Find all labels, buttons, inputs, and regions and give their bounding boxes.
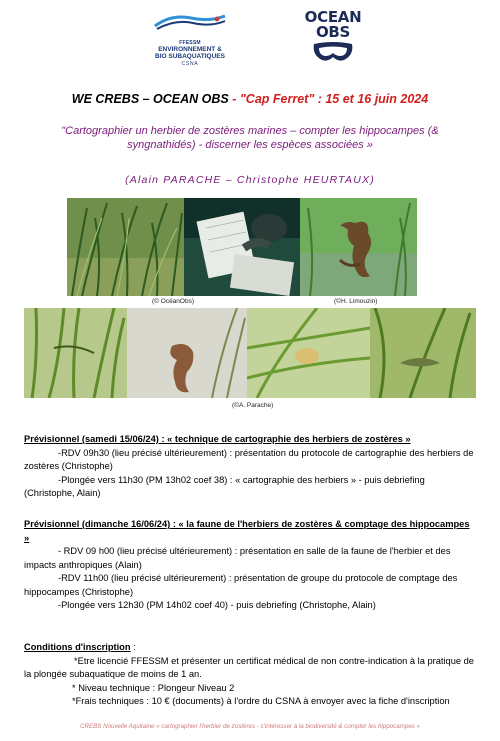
sunday-heading: Prévisionnel (dimanche 16/06/24) : « la faune de l'herbiers de zostères & comptage des hippocampes » [24,519,470,543]
section-saturday [24,433,476,501]
page-subtitle: "Cartographier un herbier de zostères marines – compter les hippocampes (& syngnathidés) - discerner les espèces associées » [61,125,439,151]
ffessm-wave-icon [151,12,229,34]
section-sunday [24,518,476,613]
conditions-item-1: *Etre licencié FFESSM et présenter un certificat médical de non contre-indication à la pratique de la plongée subaquatique de moins de 1 an. [24,655,474,679]
saturday-item-2: -Plongée vers 11h30 (PM 13h02 coef 38) : « cartographie des herbiers » - puis debriefing (Christophe, Alain) [24,474,425,498]
oceanobs-logo [298,10,368,63]
sunday-item-1: - RDV 09 h00 (lieu précisé ultérieurement) : présentation en salle de la faune de l'herbier et des impacts anthropiques (Alain) [24,546,451,570]
photo-grass-fish [370,308,476,398]
photo-credit-parache: (©A. Parache) [232,402,274,409]
ffessm-line2: BIO SUBAQUATIQUES [155,53,225,60]
section-conditions [24,641,476,709]
ffessm-line1: ENVIRONNEMENT & [158,46,222,53]
sunday-item-2: -RDV 11h00 (lieu précisé ultérieurement) : présentation de groupe du protocole de comptage des hippocampes (Christophe) [24,573,458,597]
saturday-item-1: -RDV 09h30 (lieu précisé ultérieurement) : présentation du protocole de cartographie des herbiers de zostères (Christophe) [24,447,474,471]
photo-seahorse-sand [127,308,247,398]
dive-mask-icon [311,41,355,63]
photo-seagrass-meadow [67,198,184,296]
title-event: WE CREBS – OCEAN OBS [71,92,229,106]
sunday-item-3: -Plongée vers 12h30 (PM 14h02 coef 40) - puis debriefing (Christophe, Alain) [58,600,376,610]
authors: (Alain PARACHE – Christophe HEURTAUX) [125,174,375,186]
photo-credit-limouzin: (©H. Limouzin) [334,298,378,305]
conditions-item-2: * Niveau technique : Plongeur Niveau 2 [72,682,235,693]
photo-seahorse [300,198,417,296]
title-location-date: - "Cap Ferret" : 15 et 16 juin 2024 [228,92,429,106]
saturday-heading: Prévisionnel (samedi 15/06/24) : « technique de cartographie des herbiers de zostères » [24,434,411,444]
ffessm-logo [150,12,230,67]
ffessm-csna: CSNA [181,61,199,67]
conditions-title: Conditions d'inscription : [24,642,136,652]
page-title [0,92,500,106]
photo-grass-snail [247,308,370,398]
page-footer: CREBS Nouvelle Aquitaine « cartographier l'herbier de zostères - s'intéresser à la biodiversité & compter les hippocampes » [80,723,420,730]
photo-pipefish-grass [24,308,127,398]
oceanobs-line1: OCEAN [304,8,362,26]
header-logos [0,10,500,80]
conditions-heading: Conditions d'inscription [24,642,131,652]
photo-credit-oceanobs: (© OcéanObs) [152,298,194,305]
photo-diver-mapping [184,198,300,296]
ffessm-brand: FFESSM [179,40,201,46]
conditions-item-3: *Frais techniques : 10 € (documents) à l'ordre du CSNA à envoyer avec la fiche d'inscription [72,696,450,706]
oceanobs-line2: OBS [315,23,351,41]
